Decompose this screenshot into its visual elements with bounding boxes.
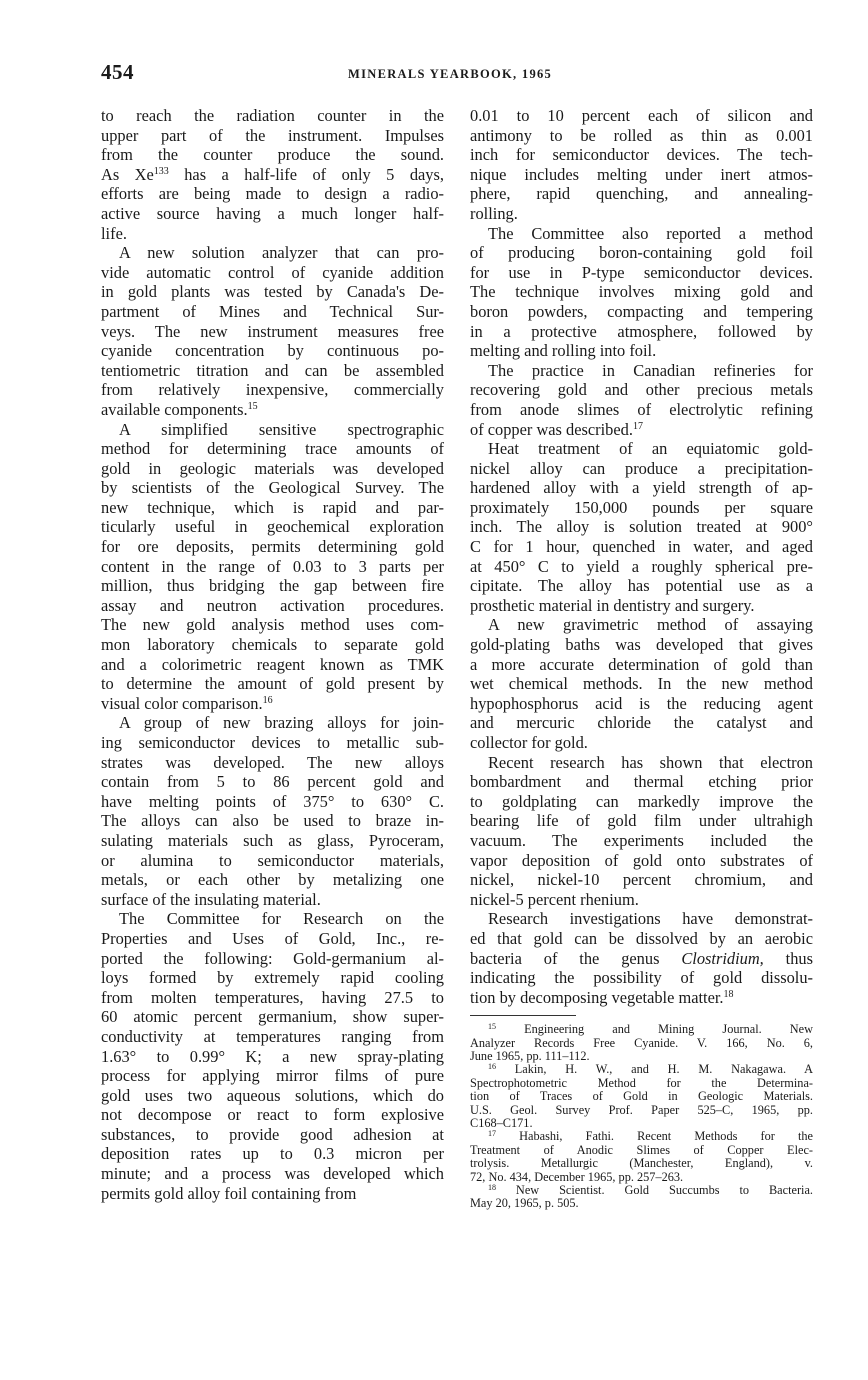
text-line: nickel alloy can produce a precipitation-: [470, 458, 813, 478]
text-line: A group of new brazing alloys for join-: [119, 713, 444, 733]
text-line: Analyzer Records Free Cyanide. V. 166, No. 6,: [470, 1036, 813, 1050]
footnote: [470, 1063, 813, 1130]
text-line: wet chemical methods. In the new method: [470, 674, 813, 694]
footnotes: [470, 1023, 813, 1210]
page-number: 454: [101, 60, 134, 84]
footnote: [470, 1130, 813, 1184]
text-line: A new solution analyzer that can pro-: [119, 243, 444, 263]
text-line: The alloys can also be used to braze in-: [101, 811, 444, 831]
text-line: in gold plants was tested by Canada's De-: [101, 282, 444, 302]
footnote-marker: 18: [488, 1184, 496, 1192]
text-line: metals, or each other by metalizing one: [101, 870, 444, 890]
text-line: ported the following: Gold-germanium al-: [101, 948, 444, 968]
text-line: from relatively inexpensive, commercially: [101, 380, 444, 400]
text-line: vapor deposition of gold onto substrates of: [470, 850, 813, 870]
text-line: tion by decomposing vegetable matter.$^{18}$: [470, 987, 734, 1007]
text-line: nickel, nickel-10 percent chromium, and: [470, 870, 813, 890]
text-line: Treatment of Anodic Slimes of Copper Elec-: [470, 1143, 813, 1157]
left-column: [101, 106, 444, 1203]
text-line: contain from 5 to 86 percent gold and: [101, 772, 444, 792]
paragraph: [470, 439, 813, 615]
text-line: tentiometric titration and can be assembled: [101, 360, 444, 380]
text-line: ticularly useful in geochemical exploration: [101, 517, 444, 537]
text-line: substances, to provide good adhesion at: [101, 1124, 444, 1144]
text-line: at 450° C to yield a roughly spherical pre-: [470, 556, 813, 576]
footnote-marker: 15: [488, 1023, 496, 1032]
footnote-marker: 15: [247, 400, 258, 412]
text-line: available components.$^{15}$: [101, 399, 258, 419]
text-line: permits gold alloy foil containing from: [101, 1183, 357, 1203]
text-line: 72, No. 434, December 1965, pp. 257–263.: [470, 1170, 684, 1184]
text-line: to determine the amount of gold present by: [101, 674, 444, 694]
paragraph: [101, 243, 444, 419]
text-line: gold uses two aqueous solutions, which do: [101, 1085, 444, 1105]
text-line: strates was developed. The new alloys: [101, 752, 444, 772]
footnote: [470, 1184, 813, 1211]
text-line: The Committee also reported a method: [488, 223, 813, 243]
paragraph: [470, 615, 813, 752]
text-line: boron powders, compacting and tempering: [470, 301, 813, 321]
text-line: A simplified sensitive spectrographic: [119, 419, 444, 439]
text-line: inch. The alloy is solution treated at 900°: [470, 517, 813, 537]
text-line: from molten temperatures, having 27.5 to: [101, 987, 444, 1007]
text-line: indicating the possibility of gold dissolu-: [470, 968, 813, 988]
text-line: method for determining trace amounts of: [101, 439, 444, 459]
text-line: Spectrophotometric Method for the Determina-: [470, 1076, 813, 1090]
text-line: proximately 150,000 pounds per square: [470, 497, 813, 517]
paragraph: [470, 753, 813, 910]
text-line: Properties and Uses of Gold, Inc., re-: [101, 928, 444, 948]
text-line: tion of Traces of Gold in Geologic Materials.: [470, 1090, 813, 1104]
text-line: a more accurate determination of gold than: [470, 654, 813, 674]
text-line: The new gold analysis method uses com-: [101, 615, 444, 635]
footnote-marker: 17: [488, 1130, 496, 1139]
text-line: minute; and a process was developed which: [101, 1164, 444, 1184]
text-line: $^{18}$ New Scientist. Gold Succumbs to Bacteria.: [488, 1184, 813, 1197]
text-line: loys formed by extremely rapid cooling: [101, 968, 444, 988]
text-line: melting and rolling into foil.: [470, 341, 657, 361]
text-line: in a protective atmosphere, followed by: [470, 321, 813, 341]
text-line: May 20, 1965, p. 505.: [470, 1197, 579, 1211]
text-line: cyanide concentration by continuous po-: [101, 341, 444, 361]
text-line: phere, rapid quenching, and annealing-: [470, 184, 813, 204]
text-line: A new gravimetric method of assaying: [488, 615, 813, 635]
text-line: ed that gold can be dissolved by an aerobic: [470, 928, 813, 948]
text-line: antimony to be rolled as thin as 0.001: [470, 125, 813, 145]
text-line: Research investigations have demonstrat-: [488, 909, 813, 929]
text-line: Recent research has shown that electron: [488, 752, 813, 772]
text-line: bearing life of gold film under ultrahigh: [470, 811, 813, 831]
text-line: visual color comparison.$^{16}$: [101, 693, 273, 713]
text-line: content in the range of 0.03 to 3 parts per: [101, 556, 444, 576]
paragraph: [101, 420, 444, 714]
footnote-marker: 18: [723, 988, 734, 1000]
text-line: collector for gold.: [470, 733, 588, 752]
text-line: upper part of the instrument. Impulses: [101, 125, 444, 145]
text-line: of copper was described.$^{17}$: [470, 419, 643, 439]
text-line: As Xe$^{133}$ has a half-life of only 5 days,: [101, 164, 444, 184]
text-line: vacuum. The experiments included the: [470, 830, 813, 850]
text-line: to goldplating can markedly improve the: [470, 791, 813, 811]
text-line: U.S. Geol. Survey Prof. Paper 525–C, 1965, pp.: [470, 1103, 813, 1117]
footnote-marker: 17: [632, 420, 643, 432]
text-line: million, thus bridging the gap between fire: [101, 576, 444, 596]
text-line: $^{17}$ Habashi, Fathi. Recent Methods for the: [488, 1130, 813, 1144]
text-line: of producing boron-containing gold foil: [470, 243, 813, 263]
footnote-marker: 16: [488, 1063, 496, 1072]
text-line: assay and neutron activation procedures.: [101, 595, 444, 615]
footnote-marker: 16: [262, 694, 273, 706]
right-column-body: [470, 106, 813, 1007]
footnote-rule: [470, 1015, 576, 1016]
text-line: The Committee for Research on the: [119, 909, 444, 929]
text-line: conductivity at temperatures ranging from: [101, 1026, 444, 1046]
paragraph: [470, 106, 813, 224]
text-line: June 1965, pp. 111–112.: [470, 1050, 590, 1064]
text-line: active source having a much longer half-: [101, 203, 444, 223]
text-line: vide automatic control of cyanide addition: [101, 262, 444, 282]
text-line: gold in geologic materials was developed: [101, 458, 444, 478]
text-line: 1.63° to 0.99° K; a new spray-plating: [101, 1046, 444, 1066]
text-line: life.: [101, 223, 127, 243]
paragraph: [470, 224, 813, 361]
text-line: surface of the insulating material.: [101, 889, 321, 909]
running-head: MINERALS YEARBOOK, 1965: [348, 67, 553, 81]
text-line: or alumina to semiconductor materials,: [101, 850, 444, 870]
text-line: to reach the radiation counter in the: [101, 106, 444, 125]
text-line: prosthetic material in dentistry and surgery.: [470, 595, 755, 615]
text-line: deposition rates up to 0.3 micron per: [101, 1144, 444, 1164]
text-line: nickel-5 percent rhenium.: [470, 889, 639, 909]
text-line: gold-plating baths was developed that gives: [470, 635, 813, 655]
text-line: 60 atomic percent germanium, show super-: [101, 1007, 444, 1027]
text-line: rolling.: [470, 203, 518, 223]
text-line: $^{16}$ Lakin, H. W., and H. M. Nakagawa. A: [488, 1063, 813, 1077]
paragraph: [101, 909, 444, 1203]
text-line: hypophosphorus acid is the reducing agent: [470, 693, 813, 713]
text-line: process for applying mirror films of pure: [101, 1066, 444, 1086]
text-line: cipitate. The alloy has potential use as a: [470, 576, 813, 596]
paragraph: [470, 361, 813, 439]
text-line: have melting points of 375° to 630° C.: [101, 791, 444, 811]
footnote: [470, 1023, 813, 1063]
text-line: from the counter produce the sound.: [101, 145, 444, 165]
text-line: sulating materials such as glass, Pyroceram,: [101, 830, 444, 850]
paragraph: [101, 106, 444, 243]
text-line: mon laboratory chemicals to separate gold: [101, 635, 444, 655]
text-line: C for 1 hour, quenched in water, and aged: [470, 537, 813, 557]
text-line: nique includes melting under inert atmos-: [470, 164, 813, 184]
text-line: The technique involves mixing gold and: [470, 282, 813, 302]
text-line: 0.01 to 10 percent each of silicon and: [470, 106, 813, 125]
paragraph: [470, 909, 813, 1007]
text-line: by scientists of the Geological Survey. The: [101, 478, 444, 498]
text-line: from anode slimes of electrolytic refining: [470, 399, 813, 419]
paragraph: [101, 713, 444, 909]
text-line: Heat treatment of an equiatomic gold-: [488, 439, 813, 459]
text-line: hardened alloy with a yield strength of ap-: [470, 478, 813, 498]
text-line: not decompose or react to form explosive: [101, 1105, 444, 1125]
text-line: partment of Mines and Technical Sur-: [101, 301, 444, 321]
text-line: new technique, which is rapid and par-: [101, 497, 444, 517]
right-column: [470, 106, 813, 1211]
text-line: bombardment and thermal etching prior: [470, 772, 813, 792]
text-line: C168–C171.: [470, 1117, 533, 1131]
text-line: The practice in Canadian refineries for: [488, 360, 813, 380]
text-line: bacteria of the genus Clostridium, thus: [470, 948, 813, 968]
text-line: recovering gold and other precious metals: [470, 380, 813, 400]
text-line: for use in P-type semiconductor devices.: [470, 262, 813, 282]
text-line: inch for semiconductor devices. The tech-: [470, 145, 813, 165]
text-line: trolysis. Metallurgic (Manchester, England), v.: [470, 1157, 813, 1171]
text-line: ing semiconductor devices to metallic sub-: [101, 733, 444, 752]
text-line: efforts are being made to design a radio-: [101, 184, 444, 204]
text-line: for ore deposits, permits determining gold: [101, 537, 444, 557]
text-line: veys. The new instrument measures free: [101, 321, 444, 341]
text-line: and a colorimetric reagent known as TMK: [101, 654, 444, 674]
page-header: [101, 60, 816, 90]
text-line: and mercuric chloride the catalyst and: [470, 713, 813, 733]
text-line: $^{15}$ Engineering and Mining Journal. New: [488, 1023, 813, 1037]
footnote-marker: 133: [153, 165, 169, 177]
